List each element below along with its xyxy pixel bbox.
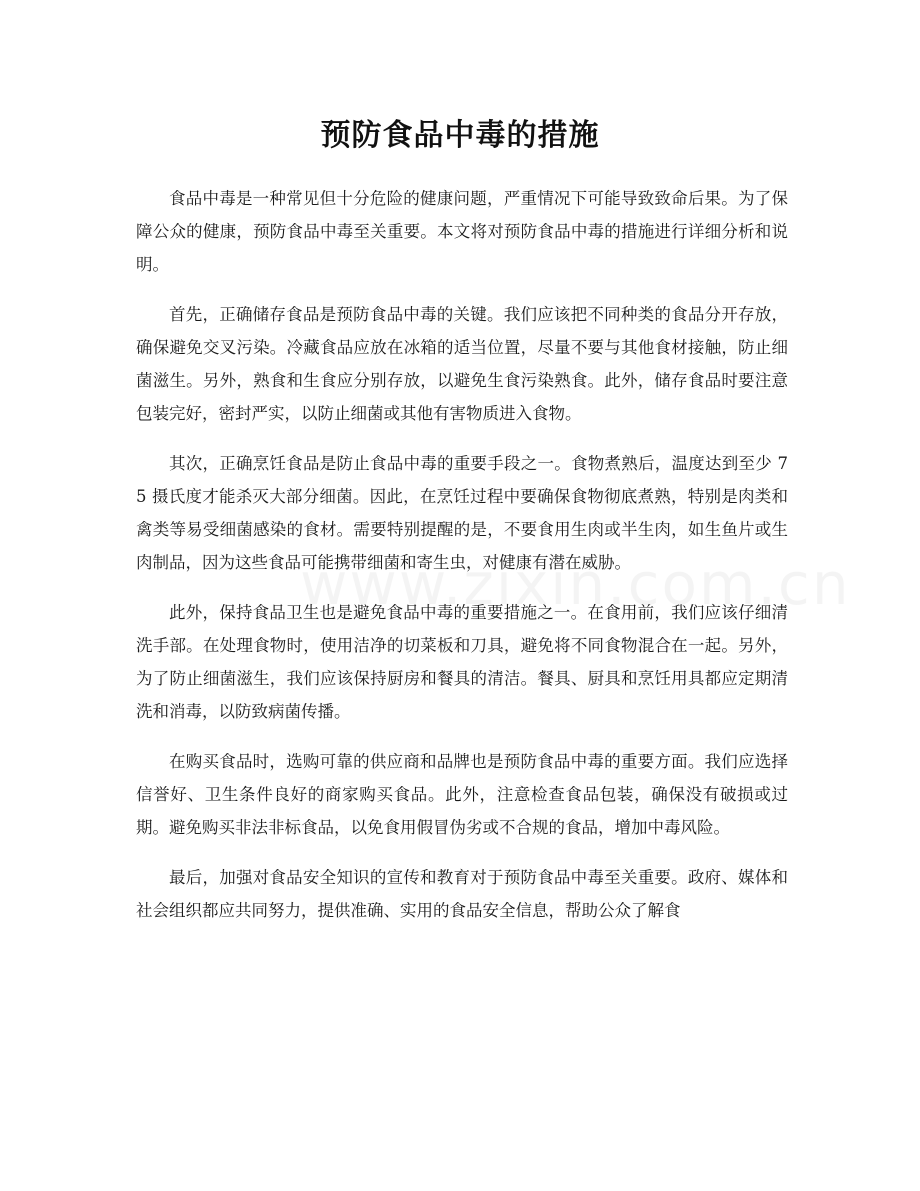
paragraph-cooking: 其次，正确烹饪食品是防止食品中毒的重要手段之一。食物煮熟后，温度达到至少 75 摄氏度才能杀灭大部分细菌。因此，在烹饪过程中要确保食物彻底煮熟，特别是肉类和禽类等易受细菌感染的食材。需要特别提醒的是，不要食用生肉或半生肉，如生鱼片或生肉制品，因为这些食品可能携带细菌和寄生虫，对健康有潜在威胁。 xyxy=(136,454,788,572)
document-body xyxy=(136,182,788,944)
paragraph-storage: 首先，正确储存食品是预防食品中毒的关键。我们应该把不同种类的食品分开存放，确保避免交叉污染。冷藏食品应放在冰箱的适当位置，尽量不要与其他食材接触，防止细菌滋生。另外，熟食和生食应分别存放，以避免生食污染熟食。此外，储存食品时要注意包装完好，密封严实，以防止细菌或其他有害物质进入食物。 xyxy=(136,305,788,423)
paragraph-intro: 食品中毒是一种常见但十分危险的健康问题，严重情况下可能导致致命后果。为了保障公众的健康，预防食品中毒至关重要。本文将对预防食品中毒的措施进行详细分析和说明。 xyxy=(136,189,788,274)
document-title: 预防食品中毒的措施 xyxy=(320,118,600,153)
paragraph-hygiene: 此外，保持食品卫生也是避免食品中毒的重要措施之一。在食用前，我们应该仔细清洗手部。在处理食物时，使用洁净的切菜板和刀具，避免将不同食物混合在一起。另外，为了防止细菌滋生，我们应该保持厨房和餐具的清洁。餐具、厨具和烹饪用具都应定期清洗和消毒，以防致病菌传播。 xyxy=(136,603,788,721)
paragraph-purchasing: 在购买食品时，选购可靠的供应商和品牌也是预防食品中毒的重要方面。我们应选择信誉好、卫生条件良好的商家购买食品。此外，注意检查食品包装，确保没有破损或过期。避免购买非法非标食品，以免食用假冒伪劣或不合规的食品，增加中毒风险。 xyxy=(136,752,788,837)
paragraph-education: 最后，加强对食品安全知识的宣传和教育对于预防食品中毒至关重要。政府、媒体和社会组织都应共同努力，提供准确、实用的食品安全信息，帮助公众了解食 xyxy=(136,868,788,920)
